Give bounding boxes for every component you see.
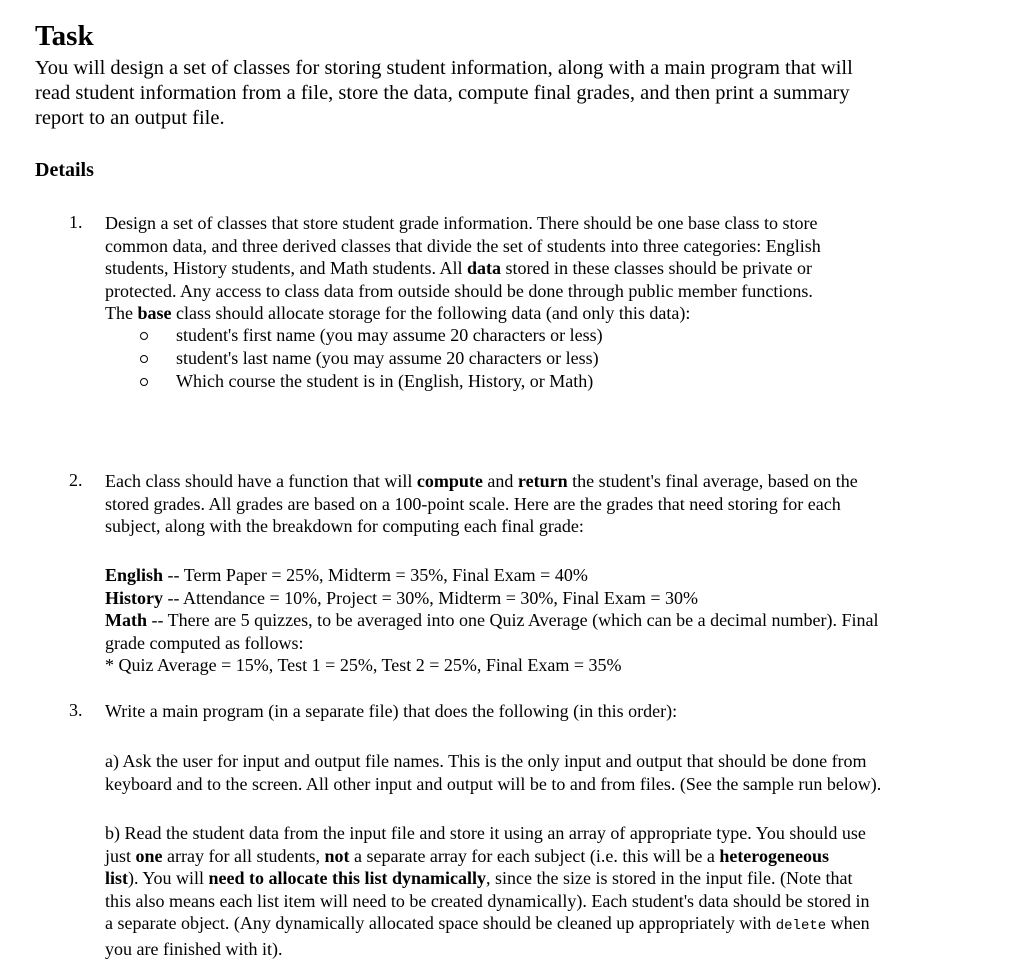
text-run: a separate array for each subject (i.e. this will be a [349,845,720,866]
text-run: array for all students, [162,845,325,866]
bold-text: return [517,471,568,491]
text-run: just [105,845,136,866]
text-run: students, History students, and Math students. All [105,258,467,278]
text-run: a separate object. (Any dynamically allocated space should be cleaned up appropriately with [105,913,776,933]
intro-line: report to an output file. [35,107,225,129]
item-2-line: stored grades. All grades are based on a 100-point scale. Here are the grades that need storing for each [105,493,841,514]
bullet-circle-icon [140,355,148,363]
text-run: The [105,303,138,323]
item-1-line: common data, and three derived classes that divide the set of students into three categories: English [105,235,821,256]
list-item-text: Which course the student is in (English, History, or Math) [176,371,594,391]
text-run: , since the size is stored in the input file. (Note that [486,868,853,888]
item-2-number: 2. [69,470,83,490]
bold-text: list [105,868,129,888]
intro-paragraph [35,56,995,131]
bold-text: Math [105,610,147,630]
item-1-line [105,302,975,325]
bold-text: compute [416,471,483,491]
history-breakdown [105,587,975,610]
text-run: stored in these classes should be private or [501,258,812,278]
math-breakdown-line: * Quiz Average = 15%, Test 1 = 25%, Test 2 = 25%, Final Exam = 35% [105,655,622,675]
step-b-line: b) Read the student data from the input file and store it using an array of appropriate type. You should use [105,823,866,843]
step-b-line [105,912,975,938]
text-run: the student's final average, based on the [567,471,858,491]
bullet-circle-icon [140,378,148,386]
step-a-line: a) Ask the user for input and output file names. This is the only input and output that should be done from [105,751,867,771]
bold-text: need to allocate this list dynamically [208,868,487,888]
math-breakdown-line: grade computed as follows: [105,632,304,653]
math-breakdown [105,609,975,632]
bold-text: History [105,587,163,608]
text-run: -- Attendance = 10%, Project = 30%, Midterm = 30%, Final Exam = 30% [163,587,698,608]
item-1-text [105,212,975,325]
text-run: and [482,471,518,491]
item-2-text [105,470,975,538]
item-2-line: subject, along with the breakdown for computing each final grade: [105,516,584,536]
bold-text: data [467,258,502,278]
text-run: Each class should have a function that will [105,471,417,491]
step-b-line [105,845,975,868]
item-1-line [105,257,975,280]
item-1-line: protected. Any access to class data from outside should be done through public member functions. [105,280,813,301]
bold-text: base [137,303,172,323]
item-2-line [105,470,975,493]
bold-text: English [105,565,164,585]
step-b [105,822,975,960]
list-item-text: student's first name (you may assume 20 characters or less) [176,325,603,345]
code-text: delete [775,918,827,934]
list-item-text: student's last name (you may assume 20 characters or less) [176,348,599,368]
details-heading: Details [35,159,94,181]
step-a [105,750,975,795]
item-3-line: Write a main program (in a separate file) that does the following (in this order): [105,701,678,721]
step-a-line: keyboard and to the screen. All other input and output will be to and from files. (See the sample run below). [105,773,882,794]
text-run: class should allocate storage for the following data (and only this data): [171,303,691,323]
item-3-number: 3. [69,700,83,720]
task-heading: Task [35,20,94,52]
item-1-line: Design a set of classes that store student grade information. There should be one base class to store [105,213,818,233]
bold-text: not [324,845,350,866]
step-b-line: you are finished with it). [105,938,283,959]
grade-breakdown [105,564,975,677]
intro-line: read student information from a file, store the data, compute final grades, and then print a summary [35,82,850,104]
text-run: when [826,913,870,933]
list-item [140,370,603,393]
text-run: -- There are 5 quizzes, to be averaged into one Quiz Average (which can be a decimal number). Final [147,610,879,630]
intro-line: You will design a set of classes for storing student information, along with a main program that will [35,57,853,79]
step-b-line: this also means each list item will need to be created dynamically). Each student's data should be stored in [105,890,870,911]
item-3-text [105,700,975,723]
bold-text: heterogeneous [719,845,829,866]
bold-text: one [135,845,163,866]
bullet-circle-icon [140,332,148,340]
item-1-number: 1. [69,212,83,232]
base-class-data-list [140,324,603,393]
step-b-line [105,867,975,890]
text-run: ). You will [128,868,209,888]
text-run: -- Term Paper = 25%, Midterm = 35%, Final Exam = 40% [163,565,588,585]
list-item [140,347,603,370]
english-breakdown [105,564,975,587]
list-item [140,324,603,347]
